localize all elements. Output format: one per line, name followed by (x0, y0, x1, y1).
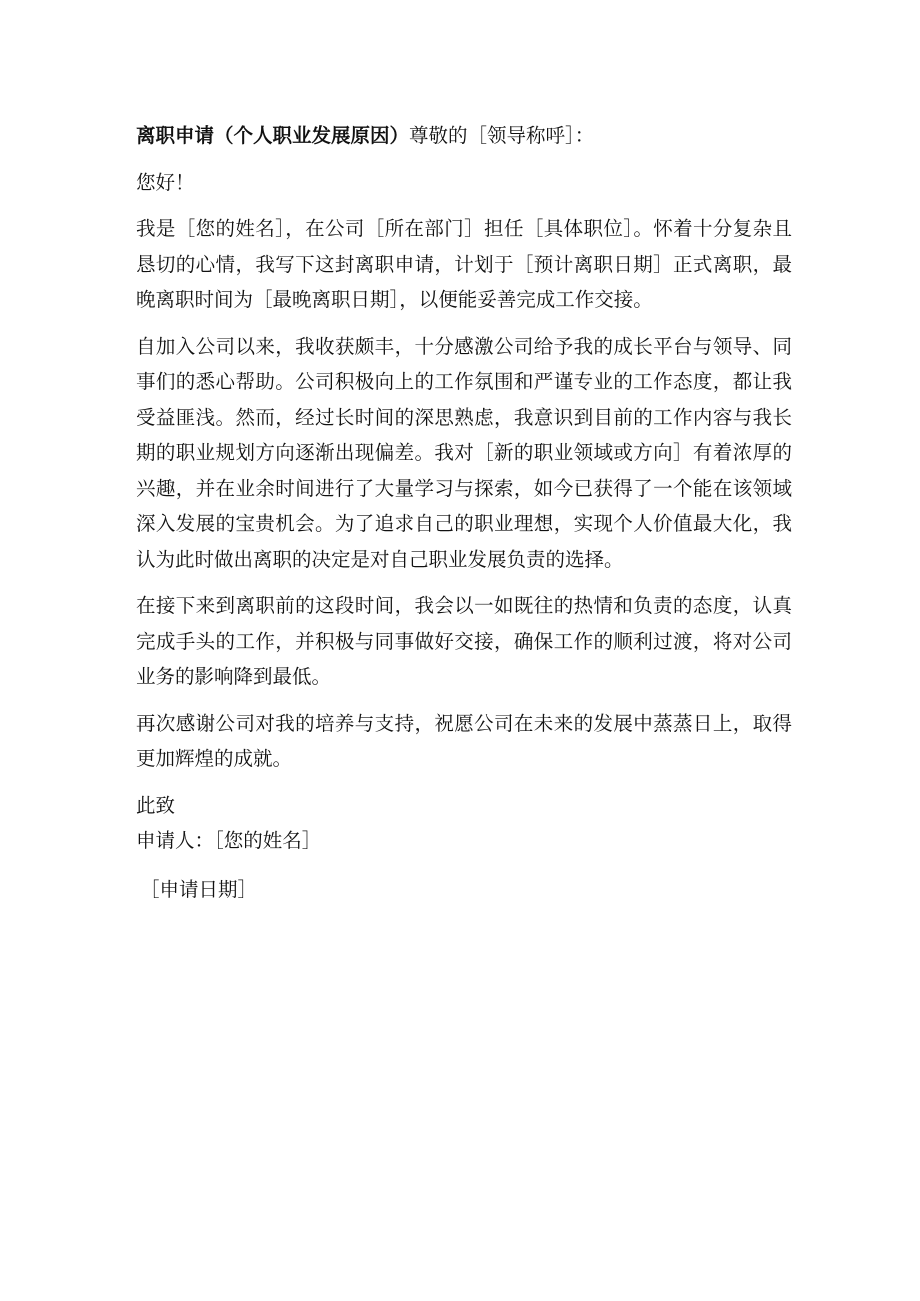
application-date: ［申请日期］ (140, 877, 258, 901)
paragraph-thanks: 再次感谢公司对我的培养与支持，祝愿公司在未来的发展中蒸蒸日上，取得更加辉煌的成就。 (136, 711, 792, 770)
salutation: 尊敬的［领导称呼］： (409, 124, 595, 147)
letter-title: 离职申请（个人职业发展原因） (136, 124, 410, 147)
letter-body (136, 118, 792, 907)
paragraph-intro: 我是［您的姓名］，在公司［所在部门］担任［具体职位］。怀着十分复杂且恳切的心情，我写下这封离职申请，计划于［预计离职日期］正式离职，最晚离职时间为［最晚离职日期］，以便能妥善完成工作交接。 (136, 217, 792, 311)
paragraph-reason: 自加入公司以来，我收获颇丰，十分感激公司给予我的成长平台与领导、同事们的悉心帮助。公司积极向上的工作氛围和严谨专业的工作态度，都让我受益匪浅。然而，经过长时间的深思熟虑，我意识到目前的工作内容与我长期的职业规划方向逐渐出现偏差。我对［新的职业领域或方向］有着浓厚的兴趣，并在业余时间进行了大量学习与探索，如今已获得了一个能在该领域深入发展的宝贵机会。为了追求自己的职业理想，实现个人价值最大化，我认为此时做出离职的决定是对自己职业发展负责的选择。 (136, 334, 792, 571)
greeting: 您好！ (136, 170, 195, 194)
applicant-signature: 申请人：［您的姓名］ (136, 829, 322, 852)
closing: 此致 (136, 793, 176, 817)
paragraph-handover: 在接下来到离职前的这段时间，我会以一如既往的热情和负责的态度，认真完成手头的工作，并积极与同事做好交接，确保工作的顺利过渡，将对公司业务的影响降到最低。 (136, 594, 792, 688)
title-line (136, 118, 792, 154)
